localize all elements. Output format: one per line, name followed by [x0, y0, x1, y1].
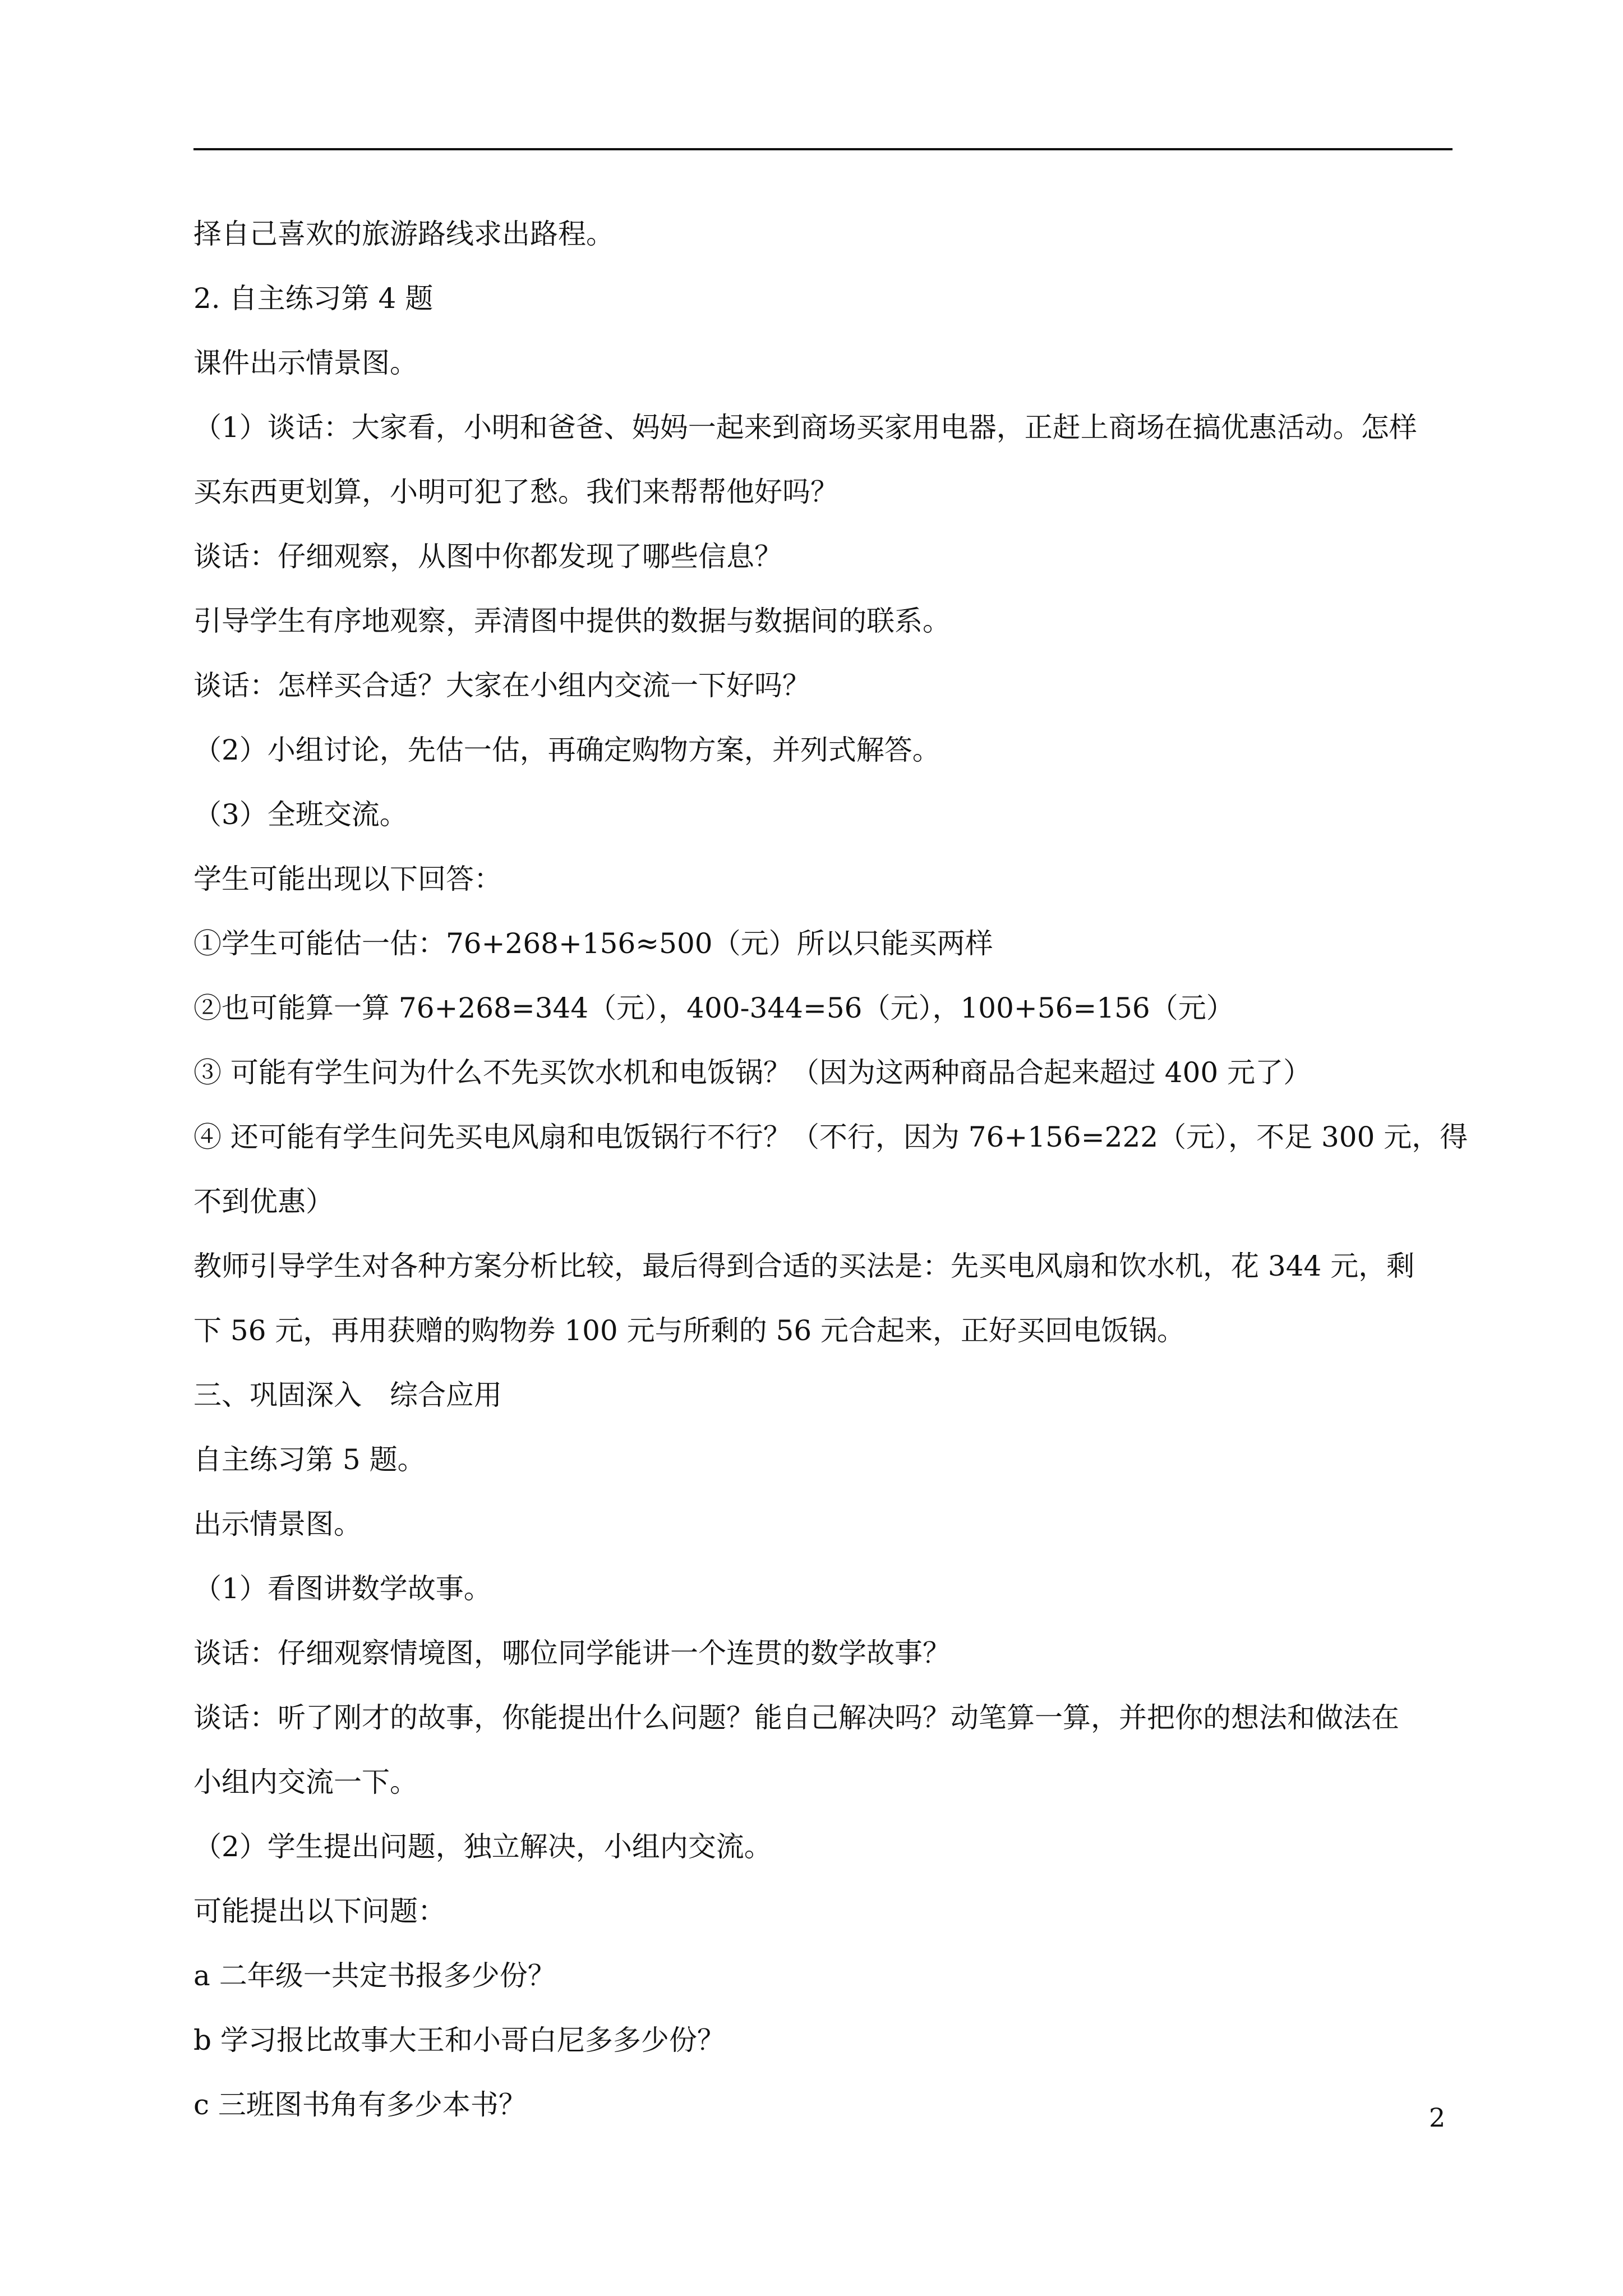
paragraph-line: 出示情景图。 [193, 1508, 362, 1540]
paragraph-line: 谈话：听了刚才的故事，你能提出什么问题？能自己解决吗？动笔算一算，并把你的想法和做法在 [193, 1701, 1399, 1734]
section-heading: 三、巩固深入 综合应用 [193, 1379, 502, 1411]
paragraph-line: 谈话：仔细观察，从图中你都发现了哪些信息？ [193, 540, 782, 573]
paragraph-line: 教师引导学生对各种方案分析比较，最后得到合适的买法是：先买电风扇和饮水机，花 344 元，剩 [193, 1250, 1415, 1282]
page-number: 2 [1429, 2102, 1446, 2133]
list-item: a 二年级一共定书报多少份？ [193, 1959, 556, 1992]
paragraph-line: （3）全班交流。 [193, 798, 408, 831]
header-rule [193, 148, 1453, 150]
paragraph-line: 引导学生有序地观察，弄清图中提供的数据与数据间的联系。 [193, 605, 951, 637]
paragraph-line: （2）学生提出问题，独立解决，小组内交流。 [193, 1830, 772, 1863]
paragraph-line: （1）谈话：大家看，小明和爸爸、妈妈一起来到商场买家用电器，正赶上商场在搞优惠活动。怎样 [193, 411, 1417, 444]
paragraph-line: 2. 自主练习第 4 题 [193, 282, 434, 315]
paragraph-line: （1）看图讲数学故事。 [193, 1572, 492, 1605]
list-item: b 学习报比故事大王和小哥白尼多多少份？ [193, 2024, 725, 2056]
document-body [193, 202, 1468, 2137]
paragraph-line: 下 56 元，再用获赠的购物券 100 元与所剩的 56 元合起来，正好买回电饭锅。 [193, 1314, 1186, 1347]
paragraph-line: 谈话：怎样买合适？大家在小组内交流一下好吗？ [193, 669, 810, 702]
paragraph-line: 学生可能出现以下回答： [193, 863, 502, 895]
paragraph-line: （2）小组讨论，先估一估，再确定购物方案，并列式解答。 [193, 734, 940, 766]
paragraph-line: 可能提出以下问题： [193, 1895, 446, 1927]
paragraph-line: 不到优惠） [193, 1185, 334, 1218]
paragraph-line: ④ 还可能有学生问先买电风扇和电饭锅行不行？（不行，因为 76+156=222（元），不足 300 元，得 [193, 1121, 1468, 1153]
list-item: c 三班图书角有多少本书？ [193, 2088, 527, 2121]
paragraph-line: 课件出示情景图。 [193, 347, 418, 379]
paragraph-line: 自主练习第 5 题。 [193, 1443, 426, 1476]
paragraph-line: ③ 可能有学生问为什么不先买饮水机和电饭锅？（因为这两种商品合起来超过 400 元了） [193, 1056, 1312, 1089]
paragraph-line: 择自己喜欢的旅游路线求出路程。 [193, 218, 614, 250]
paragraph-line: 小组内交流一下。 [193, 1766, 418, 1798]
paragraph-line: ①学生可能估一估：76+268+156≈500（元）所以只能买两样 [193, 927, 993, 960]
paragraph-line: 买东西更划算，小明可犯了愁。我们来帮帮他好吗？ [193, 476, 838, 508]
paragraph-line: 谈话：仔细观察情境图，哪位同学能讲一个连贯的数学故事？ [193, 1637, 951, 1669]
paragraph-line: ②也可能算一算 76+268=344（元），400-344=56（元），100+56=156（元） [193, 992, 1234, 1024]
